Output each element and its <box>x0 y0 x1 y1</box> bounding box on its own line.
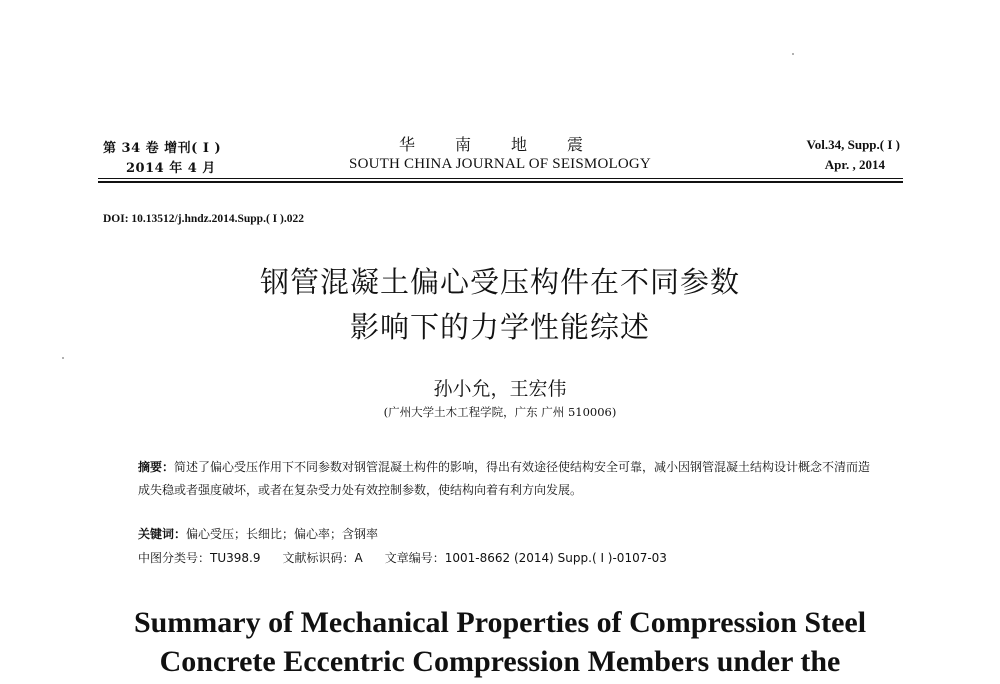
header-volume-en: Vol.34, Supp.( I ) <box>806 137 900 152</box>
title-cn-line1: 钢管混凝土偏心受压构件在不同参数 <box>259 265 740 299</box>
title-cn-line2: 影响下的力学性能综述 <box>349 310 650 344</box>
header-rule-thin <box>98 178 903 179</box>
title-en-line1: Summary of Mechanical Properties of Compression Steel <box>133 606 867 639</box>
abstract-label: 摘要： <box>138 460 175 474</box>
article-no-label: 文章编号： <box>384 551 445 565</box>
doc-code-label: 文献标识码： <box>282 551 355 565</box>
keywords <box>138 525 878 543</box>
article-no-value: 1001-8662 (2014) Supp.( I )-0107-03 <box>444 551 667 565</box>
classification-line <box>138 549 878 567</box>
header-date-cn: 2014 年 4 月 <box>126 161 216 176</box>
scan-speck <box>792 53 794 55</box>
header-date-en: Apr. , 2014 <box>824 157 885 172</box>
header-volume-cn: 第 34 卷 增刊( I ) <box>103 141 222 156</box>
clc-value: TU398.9 <box>210 551 261 565</box>
header-rule-thick <box>98 181 903 183</box>
abstract <box>138 456 878 502</box>
title-en-line2: Concrete Eccentric Compression Members under the <box>159 645 841 678</box>
doc-code-value: A <box>354 551 363 565</box>
abstract-text: 简述了偏心受压作用下不同参数对钢管混凝土构件的影响，得出有效途径使结构安全可靠，减小因钢管混凝土结构设计概念不清而造成失稳或者强度破坏，或者在复杂受力处有效控制参数，使结构向着有利方向发展。 <box>138 460 871 497</box>
scan-speck <box>62 357 64 359</box>
keywords-text: 偏心受压；长细比；偏心率；含钢率 <box>186 527 379 541</box>
doi-line: DOI: 10.13512/j.hndz.2014.Supp.( I ).022 <box>103 213 304 225</box>
header-journal-cn: 华 南 地 震 <box>398 137 601 154</box>
affiliation: (广州大学土木工程学院，广东 广州 510006) <box>383 405 617 419</box>
clc-label: 中图分类号： <box>138 551 211 565</box>
authors: 孙小允，王宏伟 <box>433 378 567 400</box>
header-journal-en: SOUTH CHINA JOURNAL OF SEISMOLOGY <box>349 156 651 172</box>
keywords-label: 关键词： <box>138 527 187 541</box>
